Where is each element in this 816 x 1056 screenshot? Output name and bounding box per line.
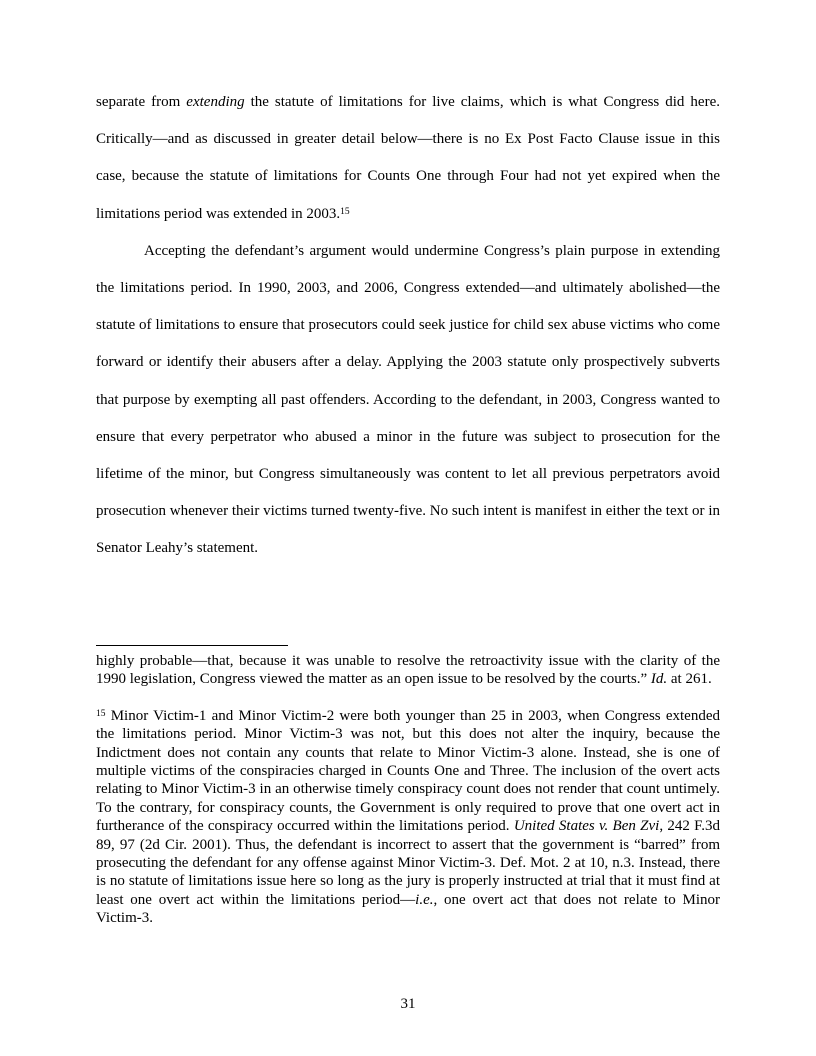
paragraph-1-italic-extending: extending bbox=[186, 94, 245, 110]
footnote-15-number: 15 bbox=[96, 708, 106, 719]
footnote-15-ie: i.e. bbox=[415, 891, 434, 908]
footnote-continued bbox=[96, 652, 720, 689]
footnote-15-case-citation: United States v. Ben Zvi bbox=[513, 818, 660, 835]
footnote-separator bbox=[96, 645, 288, 646]
paragraph-1 bbox=[96, 84, 720, 233]
footnote-15-text-c: , one overt act that does not relate to Minor Victim-3. bbox=[96, 891, 720, 927]
footnote-continued-pin-cite: at 261. bbox=[667, 671, 712, 688]
footnotes bbox=[96, 652, 720, 928]
paragraph-2: Accepting the defendant’s argument would undermine Congress’s plain purpose in extending the limitations period. In 1990, 2003, and 2006, Congress extended—and ultimately abolished—the statute of limitations to ensure that prosecutors could seek justice for child sex abuse victims who come forward or identify their abusers after a delay. Applying the 2003 statute only prospectively subverts that purpose by exempting all past offenders. According to the defendant, in 2003, Congress wanted to ensure that every perpetrator who abused a minor in the future was subject to prosecution for the lifetime of the minor, but Congress simultaneously was content to let all previous perpetrators avoid prosecution whenever their victims turned twenty-five. No such intent is manifest in either the text or in Senator Leahy’s statement. bbox=[96, 242, 720, 557]
paragraph-1-text-c: the statute of limitations for live claims, which is what Congress did here. Critically—and as discussed in greater detail below—there is no Ex Post Facto Clause issue in this case, because the statute of limitations for Counts One through Four had not yet expired when the limitations period was extended in 2003. bbox=[96, 94, 720, 222]
body-text bbox=[96, 84, 720, 568]
page-number: 31 bbox=[400, 996, 416, 1012]
paragraph-1-text-a: separate from bbox=[96, 94, 187, 110]
footnote-continued-text: highly probable—that, because it was unable to resolve the retroactivity issue with the clarity of the 1990 legislation, Congress viewed the matter as an open issue to be resolved by the courts.” bbox=[96, 653, 720, 688]
footnote-continued-id-citation: Id. bbox=[650, 671, 668, 688]
footnote-reference-15[interactable]: 15 bbox=[340, 206, 350, 217]
footnote-15 bbox=[96, 707, 720, 928]
footnote-15-text-b: , 242 F.3d 89, 97 (2d Cir. 2001). Thus, the defendant is incorrect to assert that the government is “barred” from prosecuting the defendant for any offense against Minor Victim-3. Def. Mot. 2 at 10, n.3. Instead, there is no statute of limitations issue here so long as the jury is properly instructed at trial that it must find at least one overt act within the limitations period— bbox=[96, 818, 720, 908]
footnote-15-text-a: Minor Victim-1 and Minor Victim-2 were both younger than 25 in 2003, when Congress extended the limitations period. Minor Victim-3 was not, but this does not alter the inquiry, because the Indictment does not contain any counts that relate to Minor Victim-3 alone. Instead, she is one of multiple victims of the conspiracies charged in Counts One and Three. The inclusion of the overt acts relating to Minor Victim-3 in an otherwise timely conspiracy count does not render that count untimely. To the contrary, for conspiracy counts, the Government is only required to prove that one overt act in furtherance of the conspiracy occurred within the limitations period. bbox=[96, 707, 720, 835]
